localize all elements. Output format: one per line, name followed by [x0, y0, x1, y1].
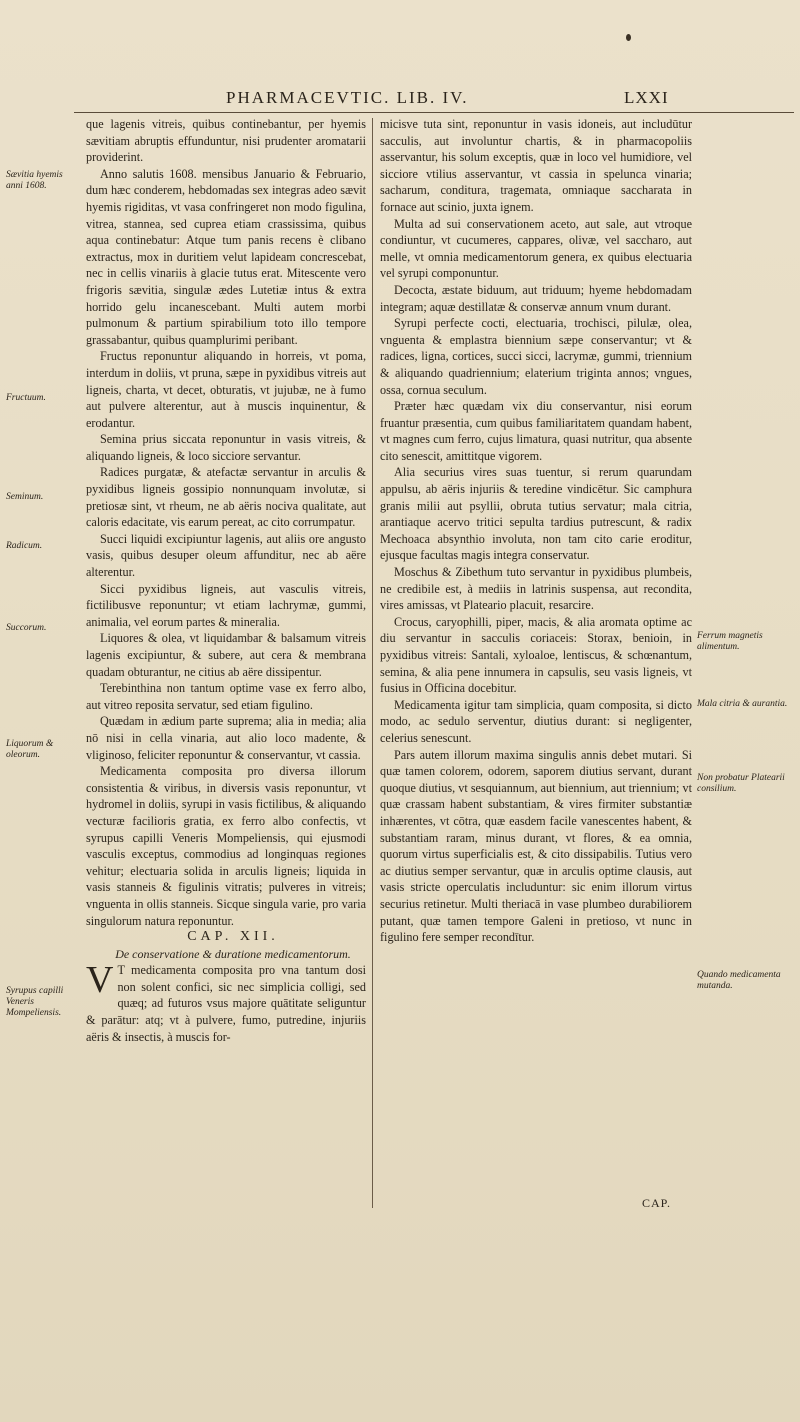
paragraph: Succi liquidi excipiuntur lagenis, aut aliis ore angusto vasis, quibus desuper oleum affunditur, nec ab aëre alterentur.: [86, 531, 366, 580]
paragraph: Liquores & olea, vt liquidambar & balsamum vitreis lagenis excipiuntur, & subere, aut cera & membrana quadam obturantur, ne citius ab aëre dissipentur.: [86, 631, 366, 679]
paragraph: Medicamenta composita pro diversa illorum consistentia & viribus, in diversis vasis reponuntur, vt hydromel in doliis, syrupi in vasis fictilibus, & aliquando vecturæ facilioris gratia, ex ferro albo confectis, vt syrupus capilli Veneris Mompeliensis, qui ejusmodi vasculis exceptus, commodius ad longinquas regiones vehitur; electuaria solida in arculis ligneis; liquida in vasis stanneis & figulinis vitratis; pulveres in vitreis; vnguenta in ollis stanneis. Sicque singula varie, pro varia singulorum natura reponuntur.: [86, 764, 366, 928]
paragraph: Pars autem illorum maxima singulis annis debet mutari. Si quæ tamen colorem, odorem, saporem diutius servant, durant quoque diutius, vt sesquiannum, aut biennium, aut triennium; vt quæ crassam habent substantiam, & vires firmiter substantiæ inhærentes, vt cōtra, quæ easdem facile vanescentes habent, & substantiam raram, minus durant, vt flores, & ea omnia, quorum virtus superficialis est, & cito dissipabilis. Tutius vero ac diutius semper servantur, quæ in arculis optime clausis, aut vasis stricte operculatis includuntur: sic enim illorum virtus securius retinetur. Multi theriacā in vase plumbeo durabiliorem putant, quæ tamen tempore Galeni in pretioso, vt nunc in figulino fere semper recondītur.: [380, 747, 692, 945]
drop-cap: V: [86, 959, 114, 1002]
paragraph: Medicamenta igitur tam simplicia, quam composita, si dicto modo, ac sedulo serventur, diutius durant: si negligenter, celerius senescunt.: [380, 697, 692, 745]
chapter-opening: [86, 959, 366, 1045]
margin-note-left: Liquorum & oleorum.: [6, 739, 54, 760]
paragraph: Decocta, æstate biduum, aut triduum; hyeme hebdomadam integram; aquæ destillatæ & conservæ annum vnum durant.: [380, 282, 692, 314]
paragraph: Præter hæc quædam vix diu conservantur, nisi eorum fruantur præsentia, cum quibus familiaritatem quandam habent, vt magnes cum ferro, cujus limatura, quasi nutritur, qua absente cito senescit, amittitque vigorem.: [380, 399, 692, 463]
paragraph: T medicamenta composita pro vna tantum dosi non solent confici, sic nec simplicia colligi, sed quæq; ad futuros vsus majore quātitate seliguntur & parātur: atq; vt à pulvere, fumo, putredine, injuriis aëris & insectis, à muscis for-: [86, 963, 366, 1044]
margin-note-right: Non probatur Platearii consilium.: [697, 773, 785, 794]
paragraph: Semina prius siccata reponuntur in vasis vitreis, & aliquando ligneis, & loco sicciore servantur.: [86, 432, 366, 463]
margin-note-right: Ferrum magnetis alimentum.: [697, 631, 763, 652]
left-column: [86, 116, 366, 1045]
catchword: CAP.: [642, 1196, 672, 1210]
folio-number: LXXI: [624, 88, 669, 107]
margin-note-left: Seminum.: [6, 492, 44, 502]
paragraph: Crocus, caryophilli, piper, macis, & alia aromata optime ac diu servantur in sacculis coriaceis: Storax, benioin, in pyxidibus vitreis: Santali, xyloaloe, lentiscus, & schœnantum, semina, & alia pene innumera in capsulis, seu vasis ligneis, vt fusius in Officina docebitur.: [380, 614, 692, 696]
margin-note-left: Sævitia hyemis anni 1608.: [6, 170, 63, 191]
right-column: [380, 116, 692, 946]
paragraph: que lagenis vitreis, quibus continebantur, per hyemis sævitiam abruptis effunduntur, nisi prudenter aromatarii providerint.: [86, 117, 366, 165]
margin-note-left: Syrupus capilli Veneris Mompeliensis.: [6, 986, 64, 1018]
running-header: [0, 88, 800, 112]
paragraph: Anno salutis 1608. mensibus Januario & Februario, dum hæc conderem, hebdomadas sex integras adeo sævit hyemis rigiditas, vt vasa confringeret non modo figulina, vitrea, stannea, sed cuprea etiam crassissima, quibus aqua continebatur: Atque tum panis recens è clibano extractus, mox in duritiem velut lapideam concrescebat, nec in cellis vinariis à glacie tutus erat. Mitescente vero frigoris sævitia, singulæ ædes Lutetiæ intus & extra horrido gelu incanescebant. Multi autem morbi pulmonum & partium spirabilium toto illo tempore grassabantur, quibus quamplurimi peribant.: [86, 166, 366, 347]
paragraph: micisve tuta sint, reponuntur in vasis idoneis, aut includūtur sacculis, aut involuntur chartis, & in pharmacopoliis asservantur, his solum exceptis, quæ in loco vel humidiore, vel sicciore vtilius asservantur, vt cassia in spelunca vinaria; sacharum, conditura, tragemata, omniaque saccharata in fornace aut scinio, juxta ignem.: [380, 117, 692, 214]
paragraph: Multa ad sui conservationem aceto, aut sale, aut vtroque condiuntur, vt cucumeres, cappares, olivæ, vel saccharo, aut melle, vt omnia medicamentorum genera, ex quibus electuaria vel syrupi componuntur.: [380, 216, 692, 281]
paragraph: Fructus reponuntur aliquando in horreis, vt poma, interdum in doliis, vt pruna, sæpe in pyxidibus vitreis aut ligneis, charta, vt decet, obturatis, vt jujubæ, ne à fumo aut pulvere alterentur, aut à muscis inquinentur, & erodantur.: [86, 349, 366, 430]
margin-note-right: Quando medicamenta mutanda.: [697, 970, 781, 991]
paragraph: Radices purgatæ, & atefactæ servantur in arculis & pyxidibus ligneis gossipio nonnunquam involutæ, si pretiosæ sint, vt rheum, ne ab aëris nociva qualitate, aut caloris edacitate, vis earum pereat, ac cito corrumpatur.: [86, 465, 366, 530]
paragraph: Alia securius vires suas tuentur, si rerum quarundam appulsu, ab aëris injuriis & teredine vindicētur. Sic camphura granis milii aut psyllii, obruta tutius servatur; mala citria, arantiaque acervo tritici sepulta tardius putrescunt, & radix Mechoaca absynthio involuta, non tam cito carie eroditur, ejusque facultas magis integra conservatur.: [380, 465, 692, 563]
printer-mark: [626, 34, 631, 41]
paragraph: Terebinthina non tantum optime vase ex ferro albo, aut vitreo reposita servatur, sed etiam figulino.: [86, 681, 366, 712]
chapter-heading: CAP. XII.: [187, 929, 279, 945]
chapter-title: De conservatione & duratione medicamentorum.: [115, 946, 351, 961]
margin-note-left: Fructuum.: [6, 393, 46, 403]
margin-note-right: Mala citria & aurantia.: [697, 699, 788, 709]
paragraph: Moschus & Zibethum tuto servantur in pyxidibus plumbeis, ne credibile est, à mediis in latrinis suspensa, aut recondita, vires amissas, vt Plateario placuit, resarcire.: [380, 565, 692, 613]
margin-note-left: Radicum.: [6, 541, 43, 551]
paragraph: Quædam in ædium parte suprema; alia in media; alia nō nisi in cella vinaria, aut alio loco madente, & vliginoso, feliciter reponuntur & conservantur, vt cassia.: [86, 714, 366, 762]
header-rule: [74, 112, 794, 113]
column-divider: [372, 118, 373, 1208]
margin-note-left: Succorum.: [6, 623, 47, 633]
paragraph: Syrupi perfecte cocti, electuaria, trochisci, pilulæ, olea, vnguenta & emplastra biennium sæpe conservantur; vt & radices, ligna, cortices, succi sicci, lacrymæ, gummi, triennium & aliquando quadriennium; elaterium triginta annos; vngues, ossa, cornua seculum.: [380, 316, 692, 397]
running-title: PHARMACEVTIC. LIB. IV.: [226, 88, 469, 107]
paragraph: Sicci pyxidibus ligneis, aut vasculis vitreis, fictilibusve reponuntur; vt etiam lachrymæ, gummi, animalia, vel eorum partes & mineralia.: [86, 581, 366, 629]
